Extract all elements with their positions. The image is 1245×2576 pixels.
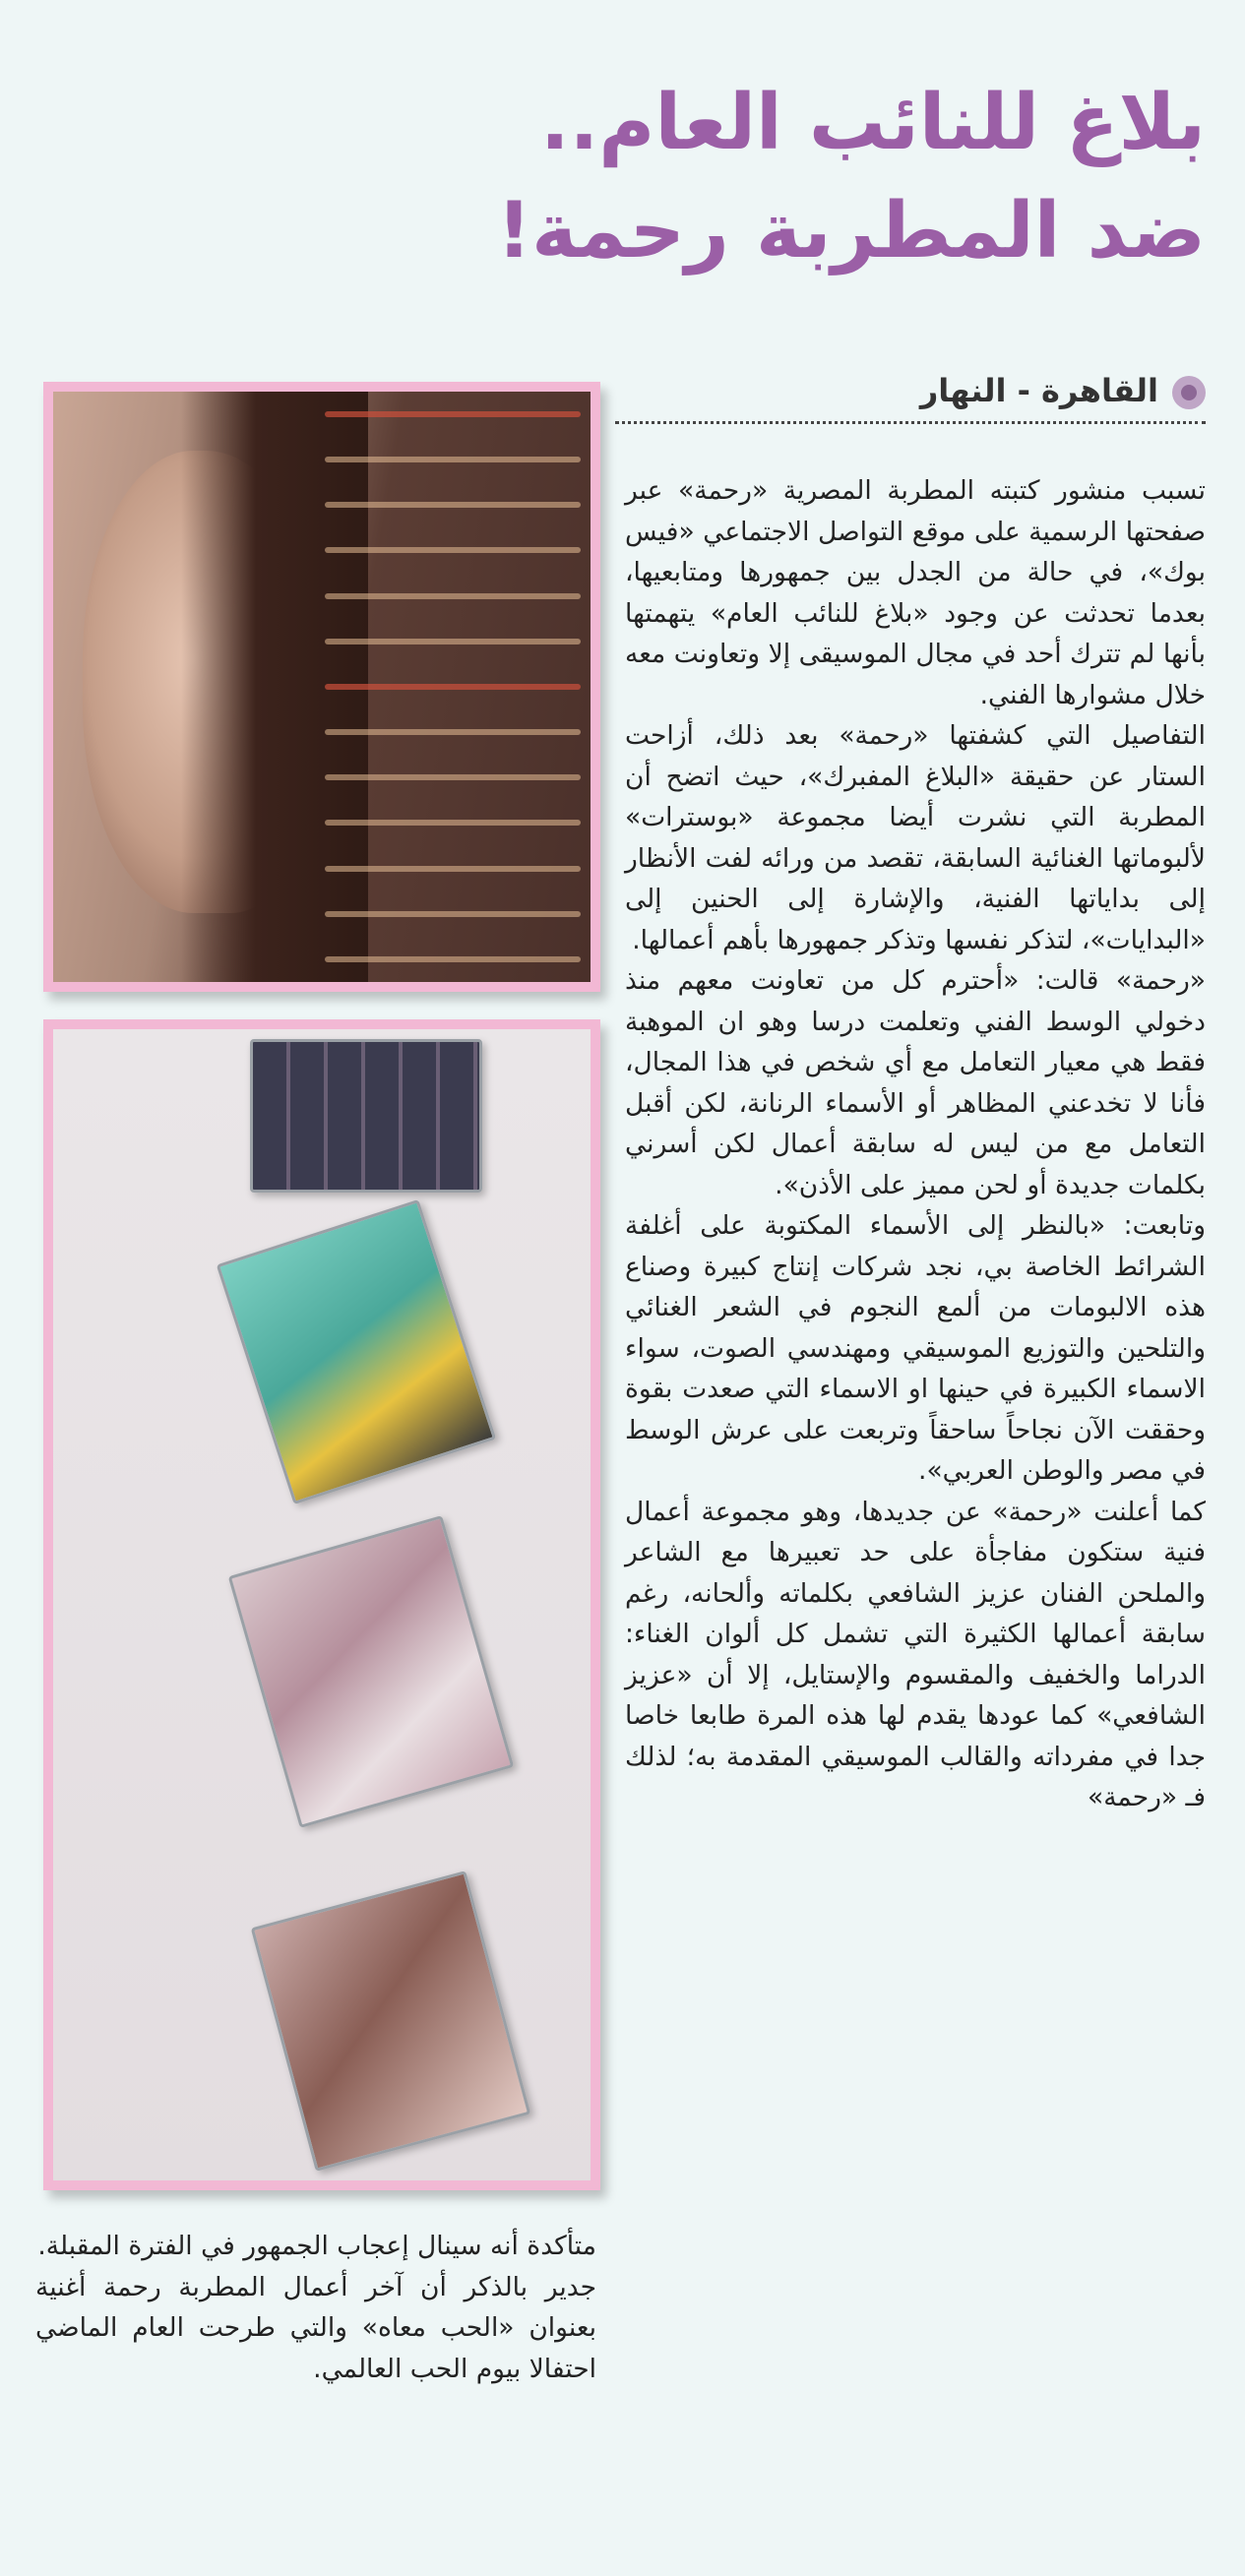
portrait-image bbox=[53, 392, 591, 982]
paragraph: «رحمة» قالت: «أحترم كل من تعاونت معهم منذ دخولي الوسط الفني وتعلمت درسا وهو ان الموهبة فقط هي معيار التعامل مع أي شخص في هذا المجال، فأنا لا تخدعني المظاهر أو الأسماء الرنانة، لكن أقبل التعامل مع من ليس له سابقة أعمال لكن أسرني بكلمات جديدة أو لحن مميز على الأذن». bbox=[625, 965, 1206, 1200]
paragraph: تسبب منشور كتبته المطربة المصرية «رحمة» عبر صفحتها الرسمية على موقع التواصل الاجتماعي «فيس بوك»، في حالة من الجدل بين جمهورها ومتابعيها، بعدما تحدثت عن وجود «بلاغ للنائب العام» يتهمتها بأنها لم تترك أحد في مجال الموسيقى إلا وتعاونت معه خلال مشوارها الفني. bbox=[625, 475, 1206, 710]
paragraph: التفاصيل التي كشفتها «رحمة» بعد ذلك، أزاحت الستار عن حقيقة «البلاغ المفبرك»، حيث اتضح أن المطربة التي نشرت أيضا مجموعة «بوسترات» لألبوماتها الغنائية السابقة، تقصد من ورائه لفت الأنظار إلى بداياتها الفنية، والإشارة إلى الحنين إلى «البدايات»، لتذكر نفسها وتذكر جمهورها بأهم أعمالها. bbox=[625, 720, 1206, 955]
portrait-photo bbox=[43, 382, 600, 992]
article-headline bbox=[320, 69, 1206, 285]
paragraph: وتابعت: «بالنظر إلى الأسماء المكتوبة على أغلفة الشرائط الخاصة بي، نجد شركات إنتاج كبيرة وصناع هذه الالبومات من ألمع النجوم في الشعر الغنائي والتلحين والتوزيع الموسيقي ومهندسي الصوت، سواء الاسماء الكبيرة في حينها او الاسماء التي صعدت بقوة وحققت الآن نجاحاً ساحقاً وتربعت على عرش الوسط في مصر والوطن العربي». bbox=[625, 1210, 1206, 1486]
album-credits-graphic bbox=[325, 411, 581, 962]
paragraph: متأكدة أنه سينال إعجاب الجمهور في الفترة المقبلة. bbox=[37, 2231, 596, 2261]
byline-text: القاهرة - النهار bbox=[919, 372, 1158, 409]
article-body-main bbox=[625, 470, 1206, 1818]
paragraph: كما أعلنت «رحمة» عن جديدها، وهو مجموعة أعمال فنية ستكون مفاجأة على حد تعبيرها مع الشاعر والملحن الفنان عزيز الشافعي بكلماته وألحانه، رغم سابقة أعمالها الكثيرة التي تشمل كل ألوان الغناء: الدراما والخفيف والمقسوم والإستايل، إلا أن «عزيز الشافعي» كما عودها يقدم لها هذه المرة طابعا خاصا جدا في مفرداته والقالب الموسيقي المقدمة به؛ لذلك فـ «رحمة» bbox=[625, 1496, 1206, 1812]
byline bbox=[615, 372, 1206, 424]
cassette-tape bbox=[228, 1515, 515, 1828]
cassettes-photo bbox=[43, 1019, 600, 2190]
bullet-icon bbox=[1172, 376, 1206, 409]
headline-line-1: بلاغ للنائب العام.. bbox=[540, 79, 1206, 167]
cassette-tape bbox=[217, 1199, 497, 1504]
cassette-tape bbox=[250, 1039, 482, 1193]
cassettes-image bbox=[53, 1029, 591, 2180]
headline-line-2: ضد المطربة رحمة! bbox=[496, 187, 1206, 276]
cassette-tape bbox=[251, 1871, 531, 2172]
paragraph: جدير بالذكر أن آخر أعمال المطربة رحمة أغنية بعنوان «الحب معاه» والتي طرحت العام الماضي احتفالا بيوم الحب العالمي. bbox=[35, 2271, 596, 2384]
article-body-continued bbox=[35, 2226, 596, 2389]
